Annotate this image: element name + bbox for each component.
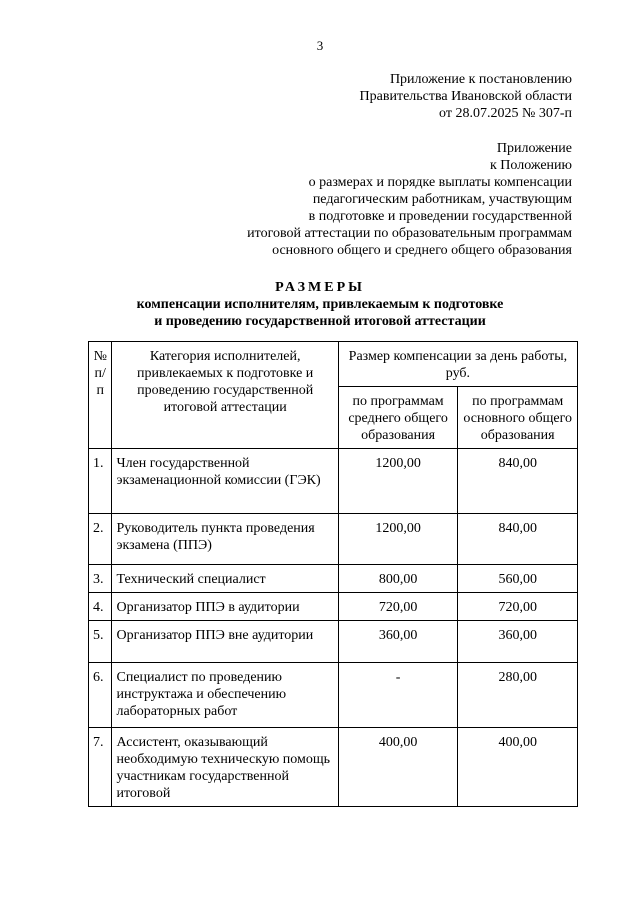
row-basic-value: 720,00 <box>458 593 578 621</box>
appendix-reference-resolution <box>360 71 572 122</box>
table-row <box>89 663 578 728</box>
header-number: № п/п <box>89 342 112 449</box>
appendix-line: Приложение к постановлению <box>389 72 572 87</box>
row-category: Ассистент, оказывающий необходимую техническую помощь участникам государственной итоговой <box>112 728 338 807</box>
table-row <box>89 449 578 514</box>
row-secondary-value: 800,00 <box>338 565 458 593</box>
appendix-line: педагогическим работникам, участвующим <box>312 192 572 207</box>
table-row <box>89 593 578 621</box>
document-subtitle-line: компенсации исполнителям, привлекаемым к подготовке <box>136 297 504 312</box>
row-number: 6. <box>89 663 112 728</box>
row-category: Руководитель пункта проведения экзамена (ППЭ) <box>112 514 338 565</box>
appendix-line: о размерах и порядке выплаты компенсации <box>308 175 572 190</box>
table-row <box>89 728 578 807</box>
row-secondary-value: 720,00 <box>338 593 458 621</box>
row-secondary-value: 1200,00 <box>338 449 458 514</box>
row-secondary-value: 360,00 <box>338 621 458 663</box>
appendix-line: от 28.07.2025 № 307-п <box>439 106 572 121</box>
row-category: Организатор ППЭ вне аудитории <box>112 621 338 663</box>
row-secondary-value: 1200,00 <box>338 514 458 565</box>
row-basic-value: 560,00 <box>458 565 578 593</box>
appendix-line: основного общего и среднего общего образования <box>272 243 572 258</box>
row-number: 1. <box>89 449 112 514</box>
appendix-line: в подготовке и проведении государственной <box>308 209 572 224</box>
row-basic-value: 400,00 <box>458 728 578 807</box>
table-row <box>89 514 578 565</box>
document-subtitle-line: и проведению государственной итоговой аттестации <box>154 314 486 329</box>
row-category: Организатор ППЭ в аудитории <box>112 593 338 621</box>
row-secondary-value: - <box>338 663 458 728</box>
table-header-row <box>89 342 578 387</box>
table-row <box>89 565 578 593</box>
row-number: 2. <box>89 514 112 565</box>
compensation-table <box>88 341 578 807</box>
header-secondary-programs: по программам среднего общего образования <box>338 387 458 449</box>
appendix-line: Правительства Ивановской области <box>359 89 572 104</box>
page-number: 3 <box>316 38 324 53</box>
row-basic-value: 280,00 <box>458 663 578 728</box>
appendix-reference-regulation <box>247 140 572 259</box>
row-basic-value: 360,00 <box>458 621 578 663</box>
appendix-line: Приложение <box>496 141 572 156</box>
table-row <box>89 621 578 663</box>
header-compensation: Размер компенсации за день работы, руб. <box>338 342 577 387</box>
row-number: 7. <box>89 728 112 807</box>
row-category: Специалист по проведению инструктажа и обеспечению лабораторных работ <box>112 663 338 728</box>
row-secondary-value: 400,00 <box>338 728 458 807</box>
document-title: РАЗМЕРЫ <box>275 280 365 295</box>
row-number: 4. <box>89 593 112 621</box>
header-category: Категория исполнителей, привлекаемых к подготовке и проведению государственной итоговой аттестации <box>112 342 338 449</box>
row-category: Член государственной экзаменационной комиссии (ГЭК) <box>112 449 338 514</box>
appendix-line: итоговой аттестации по образовательным программам <box>247 226 572 241</box>
appendix-line: к Положению <box>489 158 572 173</box>
row-basic-value: 840,00 <box>458 514 578 565</box>
header-basic-programs: по программам основного общего образования <box>458 387 578 449</box>
row-number: 3. <box>89 565 112 593</box>
row-basic-value: 840,00 <box>458 449 578 514</box>
document-title-block <box>0 279 640 330</box>
row-category: Технический специалист <box>112 565 338 593</box>
row-number: 5. <box>89 621 112 663</box>
